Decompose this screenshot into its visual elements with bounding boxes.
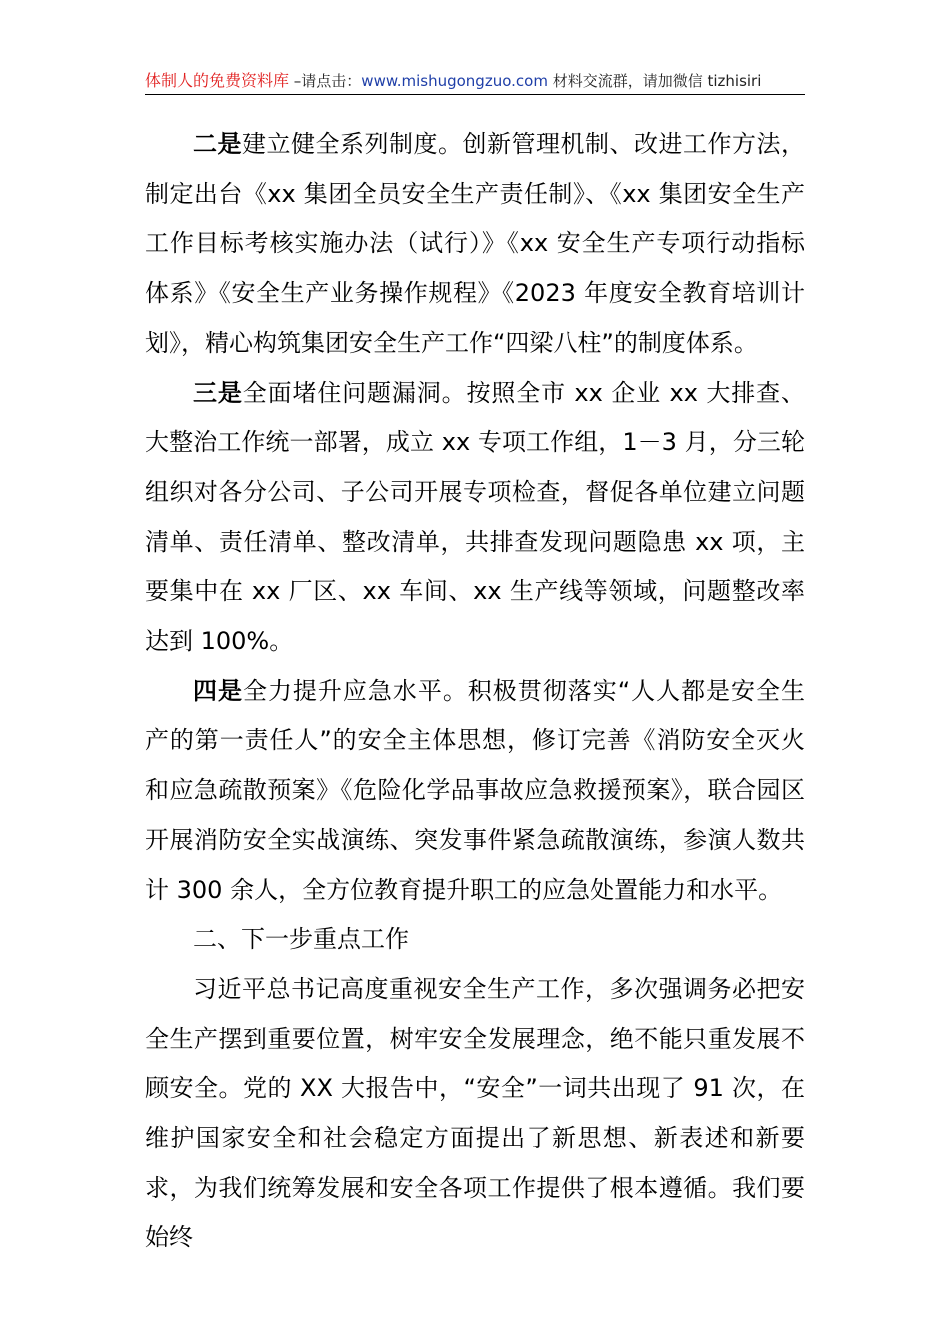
- paragraph-lead: 四是: [193, 676, 243, 705]
- paragraph-lead: 二是: [193, 130, 242, 158]
- document-body: [145, 120, 805, 1263]
- paragraph-text: 习近平总书记高度重视安全生产工作，多次强调务必把安全生产摆到重要位置，树牢安全发展理念，绝不能只重发展不顾安全。党的 XX 大报告中，“安全”一词共出现了 91 次，在维护国家安全和社会稳定方面提出了新思想、新表述和新要求，为我们统筹发展和安全各项工作提供了根本遵循。我们要始终: [145, 974, 805, 1252]
- paragraph-body: [145, 965, 805, 1263]
- paragraph-text: 全力提升应急水平。积极贯彻落实“人人都是安全生产的第一责任人”的安全主体思想，修订完善《消防安全灭火和应急疏散预案》《危险化学品事故应急救援预案》，联合园区开展消防安全实战演练、突发事件紧急疏散演练，参演人数共计 300 余人，全方位教育提升职工的应急处置能力和水平。: [145, 676, 805, 904]
- section-heading: [145, 915, 805, 965]
- paragraph-text: 全面堵住问题漏洞。按照全市 xx 企业 xx 大排查、大整治工作统一部署，成立 xx 专项工作组，1－3 月，分三轮组织对各分公司、子公司开展专项检查，督促各单位建立问题清单、责任清单、整改清单，共排查发现问题隐患 xx 项，主要集中在 xx 厂区、xx 车间、xx 生产线等领域，问题整改率达到 100%。: [145, 378, 806, 656]
- paragraph-item-3: [145, 369, 805, 667]
- header-site-name: 体制人的免费资料库: [145, 71, 290, 90]
- page-header: [145, 70, 805, 95]
- paragraph-item-2: [145, 120, 805, 369]
- paragraph-item-4: [145, 667, 805, 916]
- header-url-link[interactable]: www.mishugongzuo.com: [361, 72, 548, 90]
- header-prompt: –请点击：: [289, 72, 362, 90]
- header-wechat-note: 材料交流群，请加微信 tizhisiri: [547, 72, 762, 90]
- paragraph-text: 建立健全系列制度。创新管理机制、改进工作方法，制定出台《xx 集团全员安全生产责任制》、《xx 集团安全生产工作目标考核实施办法（试行）》《xx 安全生产专项行动指标体系》《安全生产业务操作规程》《2023 年度安全教育培训计划》，精心构筑集团安全生产工作“四梁八柱”的制度体系。: [145, 130, 805, 357]
- section-heading-text: 二、下一步重点工作: [193, 925, 409, 954]
- paragraph-lead: 三是: [193, 378, 243, 407]
